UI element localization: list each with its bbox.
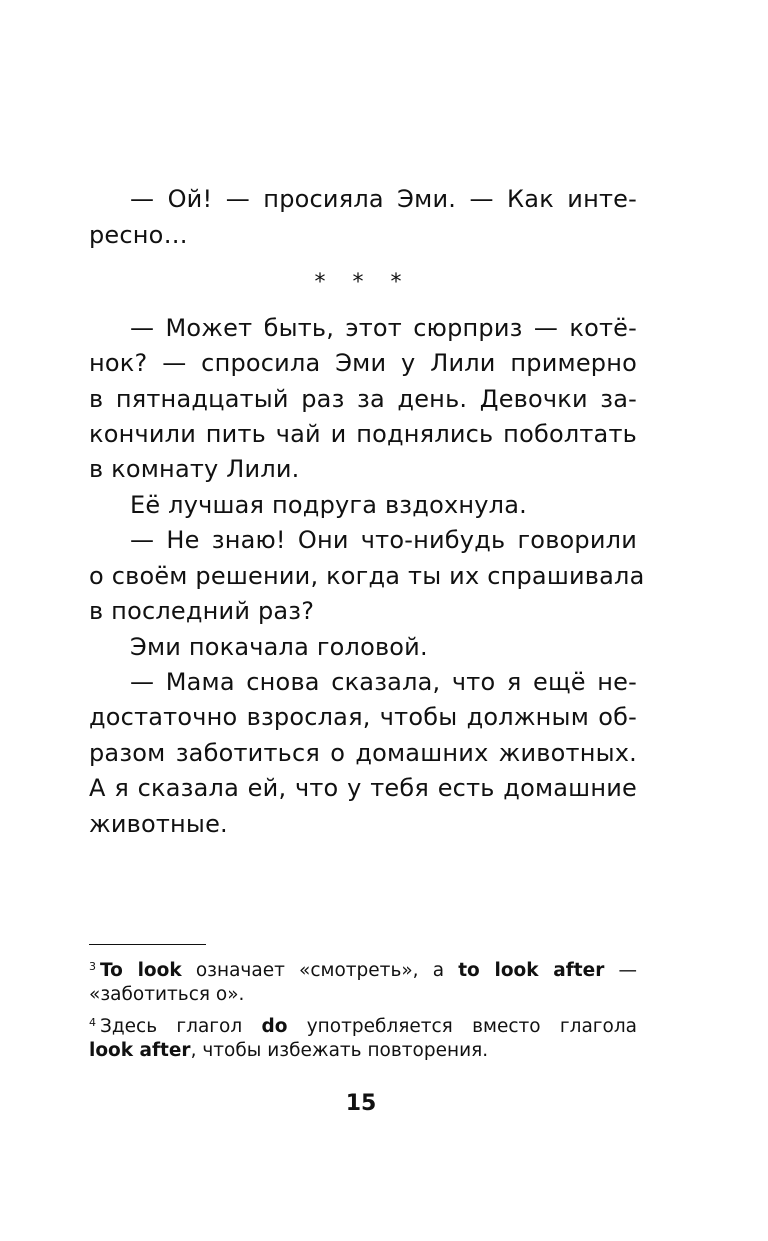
footnote-text: означает «смотреть», а (181, 960, 459, 981)
text-line: достаточно взрослая, чтобы должным об- (89, 703, 637, 731)
text-line: Её лучшая подруга вздохнула. (130, 491, 527, 519)
text-line: нок? — спросила Эми у Лили примерно (89, 349, 637, 377)
page-number: 15 (345, 1091, 377, 1116)
footnote-term: do (261, 1016, 288, 1037)
text-line: — Не знаю! Они что-нибудь говорили (130, 526, 637, 554)
footnote-4-cont (89, 1037, 637, 1065)
footnote-3-cont: «заботиться о». (89, 984, 245, 1005)
footnote-term: to look after (458, 960, 605, 981)
footnote-text: , чтобы избежать повторения. (190, 1040, 489, 1061)
text-line: кончили пить чай и поднялись поболтать (89, 420, 637, 448)
text-line: животные. (89, 810, 228, 838)
text-line: — Может быть, этот сюрприз — котё- (130, 314, 637, 342)
footnote-text: употребляется вместо глагола (287, 1016, 637, 1037)
footnote-term: To look (100, 960, 182, 981)
text-line: разом заботиться о домашних животных. (89, 739, 637, 767)
footnote-marker: 4 (89, 1016, 96, 1029)
footnote-text: — (604, 960, 637, 981)
text-line: А я сказала ей, что у тебя есть домашние (89, 774, 637, 802)
footnote-divider (89, 944, 206, 945)
text-line: ресно… (89, 221, 188, 249)
footnote-term: look after (89, 1040, 191, 1061)
footnote-4 (89, 1009, 637, 1037)
footnote-marker: 3 (89, 960, 96, 973)
text-line: в комнату Лили. (89, 455, 300, 483)
footnote-3 (89, 953, 637, 981)
section-separator: * * * (314, 270, 412, 295)
text-line: в последний раз? (89, 597, 315, 625)
text-line: о своём решении, когда ты их спрашивала (89, 562, 645, 590)
text-line: — Мама снова сказала, что я ещё не- (130, 668, 637, 696)
footnote-text: Здесь глагол (100, 1016, 262, 1037)
text-line: — Ой! — просияла Эми. — Как инте- (130, 185, 637, 213)
text-line: Эми покачала головой. (130, 633, 428, 661)
text-line: в пятнадцатый раз за день. Девочки за- (89, 385, 637, 413)
